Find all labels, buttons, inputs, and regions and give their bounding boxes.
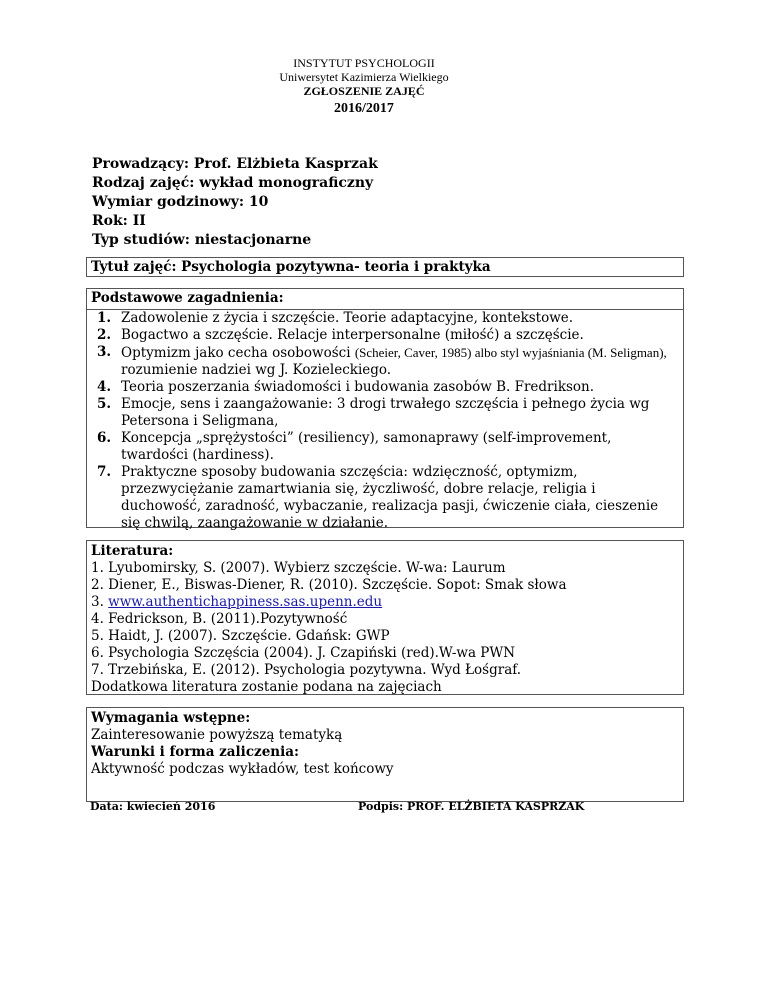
literature-item: 2. Diener, E., Biswas-Diener, R. (2010). Szczęście. Sopot: Smak słowa	[91, 577, 567, 593]
item-number: 5.	[97, 396, 112, 412]
link-prefix: 3.	[91, 594, 109, 610]
list-item	[87, 396, 683, 430]
requirements-box	[86, 707, 684, 802]
course-title-box	[86, 257, 684, 277]
year-of-study: Rok: II	[92, 213, 146, 229]
item-number: 1.	[97, 310, 112, 326]
authentichappiness-link[interactable]: www.authentichappiness.sas.upenn.edu	[108, 594, 383, 610]
item-text: Koncepcja „sprężystości” (resiliency), samonaprawy (self-improvement, twardości (hardiness).	[121, 430, 612, 463]
item-number: 4.	[97, 379, 112, 395]
literature-item: 7. Trzebińska, E. (2012). Psychologia pozytywna. Wyd Łośgraf.	[91, 662, 522, 678]
item-number: 7.	[97, 464, 112, 480]
prereq-heading: Wymagania wstępne:	[91, 710, 251, 726]
item-text: Bogactwo a szczęście. Relacje interpersonalne (miłość) a szczęście.	[121, 327, 584, 343]
footer-date: Data: kwiecień 2016	[90, 800, 216, 813]
footer-signature: Podpis: PROF. ELŻBIETA KASPRZAK	[358, 800, 585, 813]
academic-year: 2016/2017	[334, 101, 394, 116]
item-number: 2.	[97, 327, 112, 343]
topics-heading: Podstawowe zagadnienia:	[87, 289, 683, 310]
literature-note: Dodatkowa literatura zostanie podana na zajęciach	[91, 679, 442, 695]
literature-box	[86, 540, 684, 695]
course-title: Tytuł zajęć: Psychologia pozytywna- teoria i praktyka	[91, 259, 491, 275]
institute-name: INSTYTUT PSYCHOLOGII	[293, 56, 435, 70]
document-header	[0, 56, 748, 119]
form-title: ZGŁOSZENIE ZAJĘĆ	[303, 84, 425, 98]
item-text: Praktyczne sposoby budowania szczęścia: wdzięczność, optymizm, przezwyciężanie zamartwiania się, życzliwość, dobre relacje, religia i duchowość, zaradność, wybaczanie, realizacja pasji, ćwiczenie ciała, cieszenie się chwilą, zaangażowanie w działanie.	[121, 464, 659, 531]
item-text: Emocje, sens i zaangażowanie: 3 drogi trwałego szczęścia i pełnego życia wg Petersona i Seligmana,	[121, 396, 650, 429]
hours: Wymiar godzinowy: 10	[92, 194, 269, 210]
prereq-text: Zainteresowanie powyższą tematyką	[91, 727, 343, 743]
literature-item: 4. Fedrickson, B. (2011).Pozytywność	[91, 611, 348, 627]
literature-item: 6. Psychologia Szczęścia (2004). J. Czapiński (red).W-wa PWN	[91, 645, 516, 661]
list-item	[87, 344, 683, 379]
item-number: 6.	[97, 430, 112, 446]
pass-heading: Warunki i forma zaliczenia:	[91, 744, 299, 760]
lecturer: Prowadzący: Prof. Elżbieta Kasprzak	[92, 156, 378, 172]
pass-text: Aktywność podczas wykładów, test końcowy	[91, 761, 394, 777]
literature-item: 5. Haidt, J. (2007). Szczęście. Gdańsk: GWP	[91, 628, 390, 644]
list-item	[87, 379, 683, 396]
item-number: 3.	[97, 344, 112, 360]
university-name: Uniwersytet Kazimierza Wielkiego	[279, 70, 449, 84]
topics-list	[87, 310, 683, 532]
item-text: Zadowolenie z życia i szczęście. Teorie adaptacyjne, kontekstowe.	[121, 310, 574, 326]
list-item	[87, 464, 683, 532]
item-text: Teoria poszerzania świadomości i budowania zasobów B. Fredrikson.	[121, 379, 595, 395]
literature-heading: Literatura:	[91, 543, 174, 559]
list-item	[87, 310, 683, 327]
literature-item: 1. Lyubomirsky, S. (2007). Wybierz szczęście. W-wa: Laurum	[91, 560, 506, 576]
list-item	[87, 327, 683, 344]
list-item	[87, 430, 683, 464]
item-text: rozumienie nadziei wg J. Kozieleckiego.	[121, 362, 392, 378]
item-text: Optymizm jako cecha osobowości	[121, 345, 355, 361]
topics-box	[86, 288, 684, 531]
course-type: Rodzaj zajęć: wykład monograficzny	[92, 175, 374, 191]
course-info	[92, 155, 378, 250]
study-type: Typ studiów: niestacjonarne	[92, 232, 312, 248]
literature-item	[91, 594, 679, 611]
item-text-citation: (Scheier, Caver, 1985) albo styl wyjaśniania (M. Seligman),	[354, 345, 667, 360]
